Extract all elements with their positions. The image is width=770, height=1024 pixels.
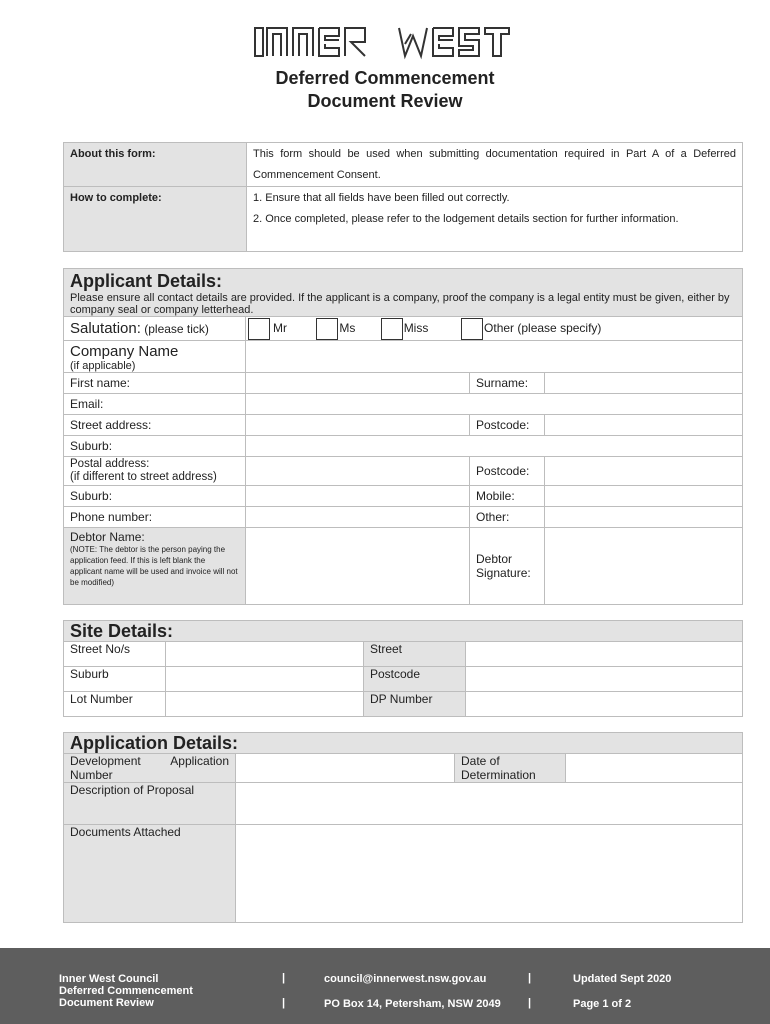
site-heading: Site Details: — [64, 621, 743, 642]
postal-address-hint: (if different to street address) — [70, 471, 217, 483]
footer-separator: | — [282, 997, 286, 1009]
checkbox-miss[interactable] — [381, 318, 403, 340]
postal-address-field[interactable] — [246, 457, 470, 486]
checkbox-ms[interactable] — [316, 318, 338, 340]
option-mr: Mr — [273, 320, 287, 335]
postcode2-field[interactable] — [545, 457, 743, 486]
option-other: Other (please specify) — [484, 320, 602, 335]
other-label: Other: — [470, 507, 545, 528]
checkbox-mr[interactable] — [248, 318, 270, 340]
site-suburb-label: Suburb — [64, 667, 166, 692]
email-label: Email: — [64, 394, 246, 415]
about-label: About this form: — [64, 143, 247, 187]
footer-email: council@innerwest.nsw.gov.au — [324, 973, 487, 985]
company-hint: (if applicable) — [70, 360, 136, 372]
footer-updated: Updated Sept 2020 — [573, 973, 672, 985]
how-step-2: 2. Once completed, please refer to the lodgement details section for further information. — [253, 213, 679, 225]
phone-label: Phone number: — [64, 507, 246, 528]
footer-page: Page 1 of 2 — [573, 998, 632, 1010]
applicant-heading: Applicant Details: — [70, 271, 223, 291]
footer-address: PO Box 14, Petersham, NSW 2049 — [324, 998, 501, 1010]
street-address-field[interactable] — [246, 415, 470, 436]
footer-separator: | — [282, 972, 286, 984]
phone-field[interactable] — [246, 507, 470, 528]
form-title-line2: Document Review — [307, 91, 463, 111]
footer-separator: | — [528, 997, 532, 1009]
first-name-label: First name: — [64, 373, 246, 394]
lot-number-field[interactable] — [166, 692, 364, 717]
dp-number-field[interactable] — [466, 692, 743, 717]
dev-app-number-field[interactable] — [236, 754, 455, 783]
surname-label: Surname: — [470, 373, 545, 394]
suburb2-label: Suburb: — [64, 486, 246, 507]
application-heading: Application Details: — [64, 733, 743, 754]
determination-date-field[interactable] — [566, 754, 743, 783]
debtor-name-label: Debtor Name: — [70, 530, 145, 544]
footer — [0, 948, 770, 1024]
how-step-1: 1. Ensure that all fields have been filled out correctly. — [253, 192, 510, 204]
dev-app-number-label: Development Application Number — [64, 754, 236, 783]
postcode2-label: Postcode: — [470, 457, 545, 486]
mobile-label: Mobile: — [470, 486, 545, 507]
postcode-label: Postcode: — [470, 415, 545, 436]
documents-field[interactable] — [236, 825, 743, 923]
checkbox-other[interactable] — [461, 318, 483, 340]
about-table — [63, 142, 743, 252]
site-table — [63, 620, 743, 717]
description-field[interactable] — [236, 783, 743, 825]
email-field[interactable] — [246, 394, 743, 415]
applicant-note: Please ensure all contact details are provided. If the applicant is a company, proof the company is a legal entity must be given, either by company seal or company letterhead. — [70, 292, 730, 316]
debtor-signature-field[interactable] — [545, 528, 743, 605]
suburb-label: Suburb: — [64, 436, 246, 457]
form-title-line1: Deferred Commencement — [275, 68, 495, 88]
first-name-field[interactable] — [246, 373, 470, 394]
documents-label: Documents Attached — [64, 825, 236, 923]
salutation-hint: (please tick) — [144, 322, 209, 336]
lot-number-label: Lot Number — [64, 692, 166, 717]
suburb-field[interactable] — [246, 436, 743, 457]
option-ms: Ms — [339, 320, 356, 335]
option-miss: Miss — [403, 320, 429, 335]
postal-address-label: Postal address: — [70, 458, 150, 470]
surname-field[interactable] — [545, 373, 743, 394]
other-field[interactable] — [545, 507, 743, 528]
about-text: This form should be used when submitting documentation required in Part A of a Deferred Commencement Consent. — [247, 143, 743, 187]
street-no-label: Street No/s — [64, 642, 166, 667]
suburb2-field[interactable] — [246, 486, 470, 507]
site-postcode-field[interactable] — [466, 667, 743, 692]
footer-org-2: Deferred Commencement — [59, 985, 193, 997]
debtor-note: (NOTE: The debtor is the person paying the application feed. If this is left blank the applicant name will be used and invoice will not be modified) — [70, 545, 238, 587]
footer-org-1: Inner West Council — [59, 973, 159, 985]
street-label: Street — [364, 642, 466, 667]
dp-number-label: DP Number — [364, 692, 466, 717]
footer-separator: | — [528, 972, 532, 984]
mobile-field[interactable] — [545, 486, 743, 507]
inner-west-logo — [253, 24, 517, 60]
debtor-signature-label: Debtor Signature: — [470, 528, 545, 605]
street-field[interactable] — [466, 642, 743, 667]
street-address-label: Street address: — [64, 415, 246, 436]
application-table — [63, 732, 743, 923]
company-label: Company Name — [70, 343, 179, 360]
applicant-table — [63, 268, 743, 605]
site-suburb-field[interactable] — [166, 667, 364, 692]
description-label: Description of Proposal — [64, 783, 236, 825]
site-postcode-label: Postcode — [364, 667, 466, 692]
company-field[interactable] — [246, 341, 743, 373]
debtor-name-field[interactable] — [246, 528, 470, 605]
street-no-field[interactable] — [166, 642, 364, 667]
how-label: How to complete: — [64, 187, 247, 252]
salutation-label: Salutation: — [70, 320, 141, 337]
determination-date-label: Date of Determination — [455, 754, 566, 783]
footer-org-3: Document Review — [59, 997, 154, 1009]
postcode-field[interactable] — [545, 415, 743, 436]
